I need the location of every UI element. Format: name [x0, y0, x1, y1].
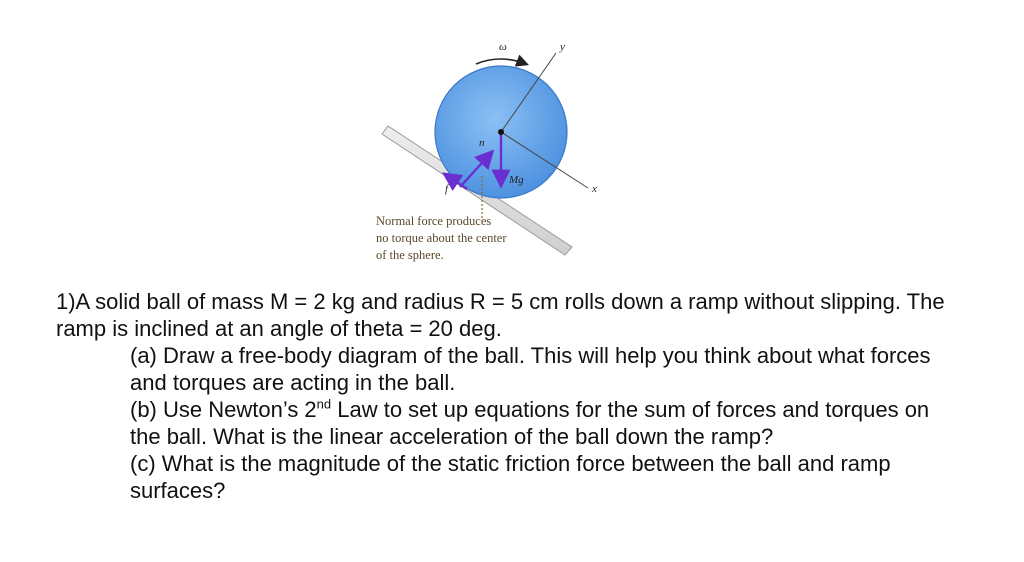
part-b-start: (b) Use Newton’s 2	[130, 397, 317, 422]
caption-line-2: no torque about the center	[376, 231, 507, 245]
friction-label: f	[445, 183, 449, 195]
caption-line-1: Normal force produces	[376, 214, 492, 228]
omega-label: ω	[499, 41, 507, 53]
part-b	[56, 396, 956, 450]
problem-statement: 1)A solid ball of mass M = 2 kg and radius R = 5 cm rolls down a ramp without slipping. The ramp is inclined at an angle of theta = 20 deg.	[56, 289, 945, 341]
part-b-superscript: nd	[316, 396, 332, 412]
weight-label: Mg	[509, 174, 524, 186]
part-c: (c) What is the magnitude of the static friction force between the ball and ramp surfaces?	[130, 451, 891, 503]
caption-line-3: of the sphere.	[376, 248, 444, 262]
y-axis-label: y	[560, 41, 565, 53]
x-axis-label: x	[592, 183, 597, 195]
problem-text	[56, 288, 956, 504]
part-a: (a) Draw a free-body diagram of the ball. This will help you think about what forces and torques are acting in the ball.	[130, 343, 931, 395]
part-b-rest: Law to set up equations for the sum of forces and torques on the ball. What is the linear acceleration of the ball down the ramp?	[130, 397, 930, 449]
omega-arrow	[476, 59, 526, 64]
center-dot	[498, 129, 504, 135]
normal-label: n	[479, 137, 485, 149]
